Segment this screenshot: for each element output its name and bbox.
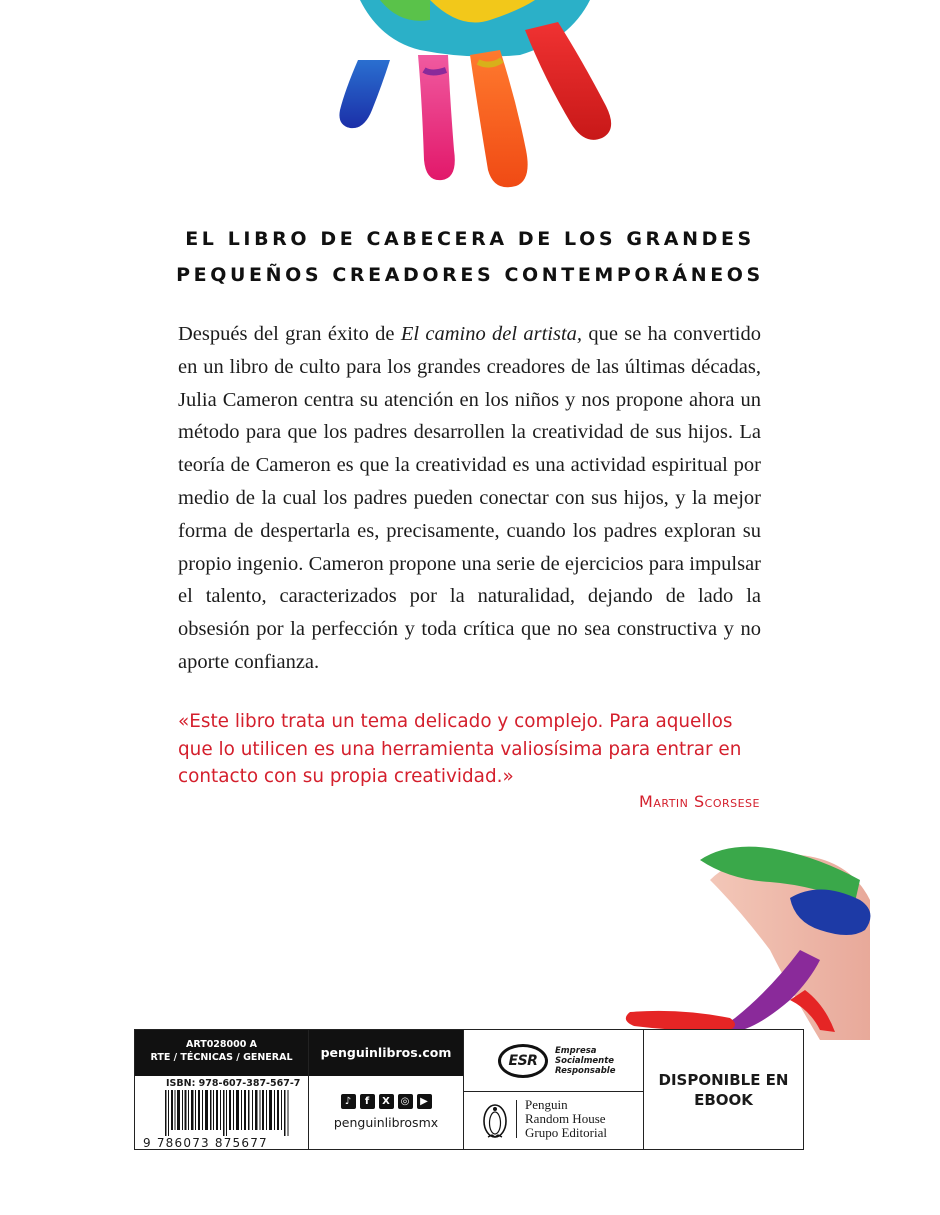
headline-line-1: EL LIBRO DE CABECERA DE LOS GRANDES [185,228,755,250]
publisher-line-3: Grupo Editorial [525,1125,607,1140]
ebook-line-2: EBOOK [694,1090,753,1109]
barcode-icon [165,1090,290,1136]
quote-author: Martin Scorsese [639,792,760,811]
back-cover-info-bar [134,1029,804,1150]
publisher-cell [464,1030,644,1149]
penguin-icon [482,1099,508,1139]
synopsis-intro: Después del gran éxito de [178,323,401,345]
web-social-cell [309,1030,464,1149]
category-code: ART028000 A [185,1039,258,1050]
esr-line-2: Socialmente [555,1055,615,1066]
barcode-number: 9 786073 875677 [143,1136,268,1150]
esr-text [555,1046,615,1076]
isbn-label: ISBN: 978-607-387-567-7 [166,1078,301,1089]
synopsis-paragraph [178,318,761,679]
social-handle: penguinlibrosmx [333,1115,439,1130]
testimonial-quote: «Este libro trata un tema delicado y complejo. Para aquellos que lo utilicen es una herramienta valiosísima para entrar en contacto con su propia creatividad.» [178,711,742,787]
painted-hand-illustration [320,0,630,200]
category-label: RTE / TÉCNICAS / GENERAL [150,1052,293,1063]
publisher-divider [516,1100,517,1138]
esr-logo [464,1030,643,1092]
instagram-icon[interactable]: ◎ [398,1094,413,1109]
headline-line-2: PEQUEÑOS CREADORES CONTEMPORÁNEOS [176,264,764,286]
ebook-availability [659,1070,789,1110]
publisher-line-2: Random House [525,1111,606,1126]
esr-badge: ESR [498,1044,548,1078]
facebook-icon[interactable]: f [360,1094,375,1109]
painted-fingers-illustration [620,840,880,1040]
publisher-line-1: Penguin [525,1097,568,1112]
esr-line-1: Empresa [555,1045,597,1056]
synopsis-rest: que se ha convertido en un libro de culto para los grandes creadores de las últimas décadas, Julia Cameron centra su atención en los niños y nos propone ahora un método para que los padres desarrollen la creatividad de sus hijos. La teoría de Cameron es que la creatividad es una actividad espiritual por medio de la cual los padres pueden conectar con sus hijos, y la mejor forma de despertarla es, precisamente, cuando los padres exploran su propio ingenio. Cameron propone una serie de ejercicios para impulsar el talento, caracterizados por la naturalidad, dejando de lado la obsesión por la perfección y toda crítica que no sea constructiva y no aporte confianza. [178,323,761,673]
esr-line-3: Responsable [555,1065,616,1076]
book-title-reference: El camino del artista, [400,323,583,345]
tiktok-icon[interactable]: ♪ [341,1094,356,1109]
social-icons [309,1094,463,1109]
youtube-icon[interactable]: ▶ [417,1094,432,1109]
ebook-line-1: DISPONIBLE EN [658,1070,789,1089]
ebook-cell [644,1030,803,1149]
publisher-name [525,1098,607,1140]
publisher-logo [464,1092,643,1140]
category-block [135,1030,308,1076]
x-icon[interactable]: X [379,1094,394,1109]
website-link[interactable]: penguinlibros.com [309,1030,463,1076]
category-barcode-cell [135,1030,309,1149]
